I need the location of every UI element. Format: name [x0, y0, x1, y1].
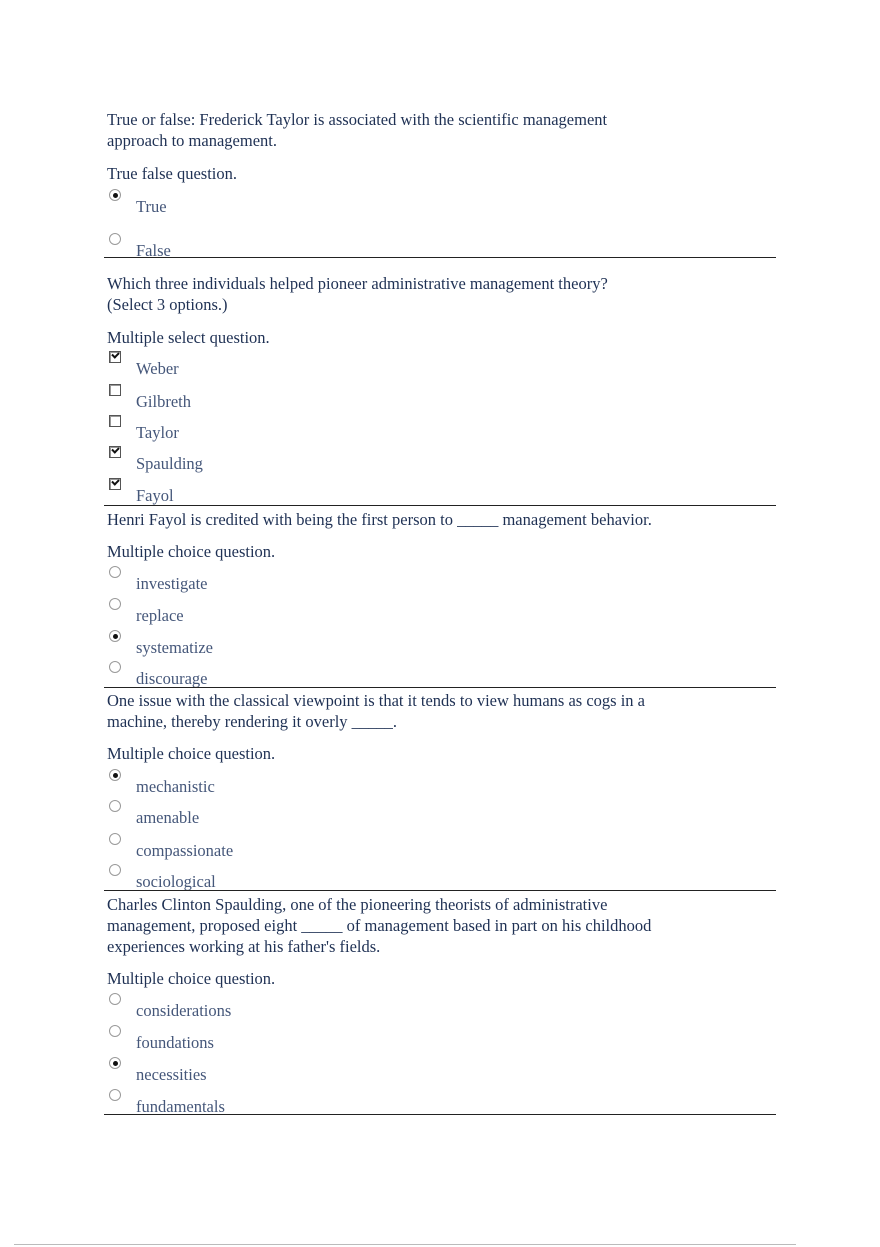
option-fundamentals[interactable]: [107, 1089, 507, 1116]
radio-button[interactable]: [109, 769, 121, 781]
option-label: True: [136, 197, 167, 216]
option-label: foundations: [136, 1033, 214, 1052]
option-sociological[interactable]: [107, 864, 507, 891]
option-label: Gilbreth: [136, 392, 191, 411]
option-label: replace: [136, 606, 184, 625]
option-label: False: [136, 241, 171, 260]
checkbox[interactable]: [109, 384, 121, 396]
question-type: Multiple select question.: [107, 328, 270, 347]
radio-button[interactable]: [109, 1025, 121, 1037]
question-divider: [104, 1114, 776, 1115]
checkbox[interactable]: [109, 415, 121, 427]
option-necessities[interactable]: [107, 1057, 507, 1084]
option-discourage[interactable]: [107, 661, 507, 688]
question-divider: [104, 505, 776, 506]
radio-button[interactable]: [109, 630, 121, 642]
option-mechanistic[interactable]: [107, 769, 507, 796]
option-weber[interactable]: [107, 351, 507, 378]
option-gilbreth[interactable]: [107, 384, 507, 411]
question-1: [107, 109, 776, 260]
radio-button[interactable]: [109, 1089, 121, 1101]
option-label: Spaulding: [136, 454, 203, 473]
option-label: Taylor: [136, 423, 179, 442]
radio-button[interactable]: [109, 233, 121, 245]
question-type: Multiple choice question.: [107, 744, 276, 763]
option-label: investigate: [136, 574, 208, 593]
page-footer-rule: [14, 1244, 796, 1245]
question-divider: [104, 257, 776, 258]
option-systematize[interactable]: [107, 630, 507, 657]
question-text: Which three individuals helped pioneer administrative management theory? (Select 3 options.): [107, 274, 608, 314]
option-label: compassionate: [136, 841, 234, 860]
question-text: Charles Clinton Spaulding, one of the pioneering theorists of administrative management, proposed eight _____ of management based in part on his childhood experiences working at his father's fields.: [107, 895, 652, 956]
radio-button[interactable]: [109, 661, 121, 673]
option-replace[interactable]: [107, 598, 507, 625]
option-label: amenable: [136, 808, 200, 827]
option-true[interactable]: [107, 189, 507, 216]
option-label: systematize: [136, 638, 213, 657]
option-investigate[interactable]: [107, 566, 507, 593]
option-label: sociological: [136, 872, 216, 891]
radio-button[interactable]: [109, 833, 121, 845]
question-text: One issue with the classical viewpoint is that it tends to view humans as cogs in a machine, thereby rendering it overly _____.: [107, 691, 645, 731]
option-label: mechanistic: [136, 777, 215, 796]
checkbox[interactable]: [109, 446, 121, 458]
option-considerations[interactable]: [107, 993, 507, 1020]
radio-button[interactable]: [109, 993, 121, 1005]
option-compassionate[interactable]: [107, 833, 507, 860]
question-divider: [104, 890, 776, 891]
option-false[interactable]: [107, 233, 507, 260]
question-text: True or false: Frederick Taylor is associated with the scientific management approach to management.: [107, 110, 608, 150]
option-taylor[interactable]: [107, 415, 507, 442]
option-foundations[interactable]: [107, 1025, 507, 1052]
option-label: fundamentals: [136, 1097, 225, 1116]
question-type: Multiple choice question.: [107, 969, 276, 988]
question-5: [107, 894, 776, 1116]
option-label: necessities: [136, 1065, 207, 1084]
option-spaulding[interactable]: [107, 446, 507, 473]
option-label: Weber: [136, 359, 179, 378]
question-2: [107, 273, 776, 505]
checkbox[interactable]: [109, 351, 121, 363]
question-type: Multiple choice question.: [107, 542, 276, 561]
question-text: Henri Fayol is credited with being the first person to _____ management behavior.: [107, 510, 652, 529]
radio-button[interactable]: [109, 566, 121, 578]
radio-button[interactable]: [109, 800, 121, 812]
option-label: Fayol: [136, 486, 174, 505]
question-type: True false question.: [107, 164, 238, 183]
option-label: considerations: [136, 1001, 232, 1020]
question-3: [107, 509, 776, 688]
radio-button[interactable]: [109, 864, 121, 876]
question-divider: [104, 687, 776, 688]
checkbox[interactable]: [109, 478, 121, 490]
option-label: discourage: [136, 669, 208, 688]
radio-button[interactable]: [109, 189, 121, 201]
option-amenable[interactable]: [107, 800, 507, 827]
radio-button[interactable]: [109, 598, 121, 610]
option-fayol[interactable]: [107, 478, 507, 505]
radio-button[interactable]: [109, 1057, 121, 1069]
question-4: [107, 690, 776, 891]
